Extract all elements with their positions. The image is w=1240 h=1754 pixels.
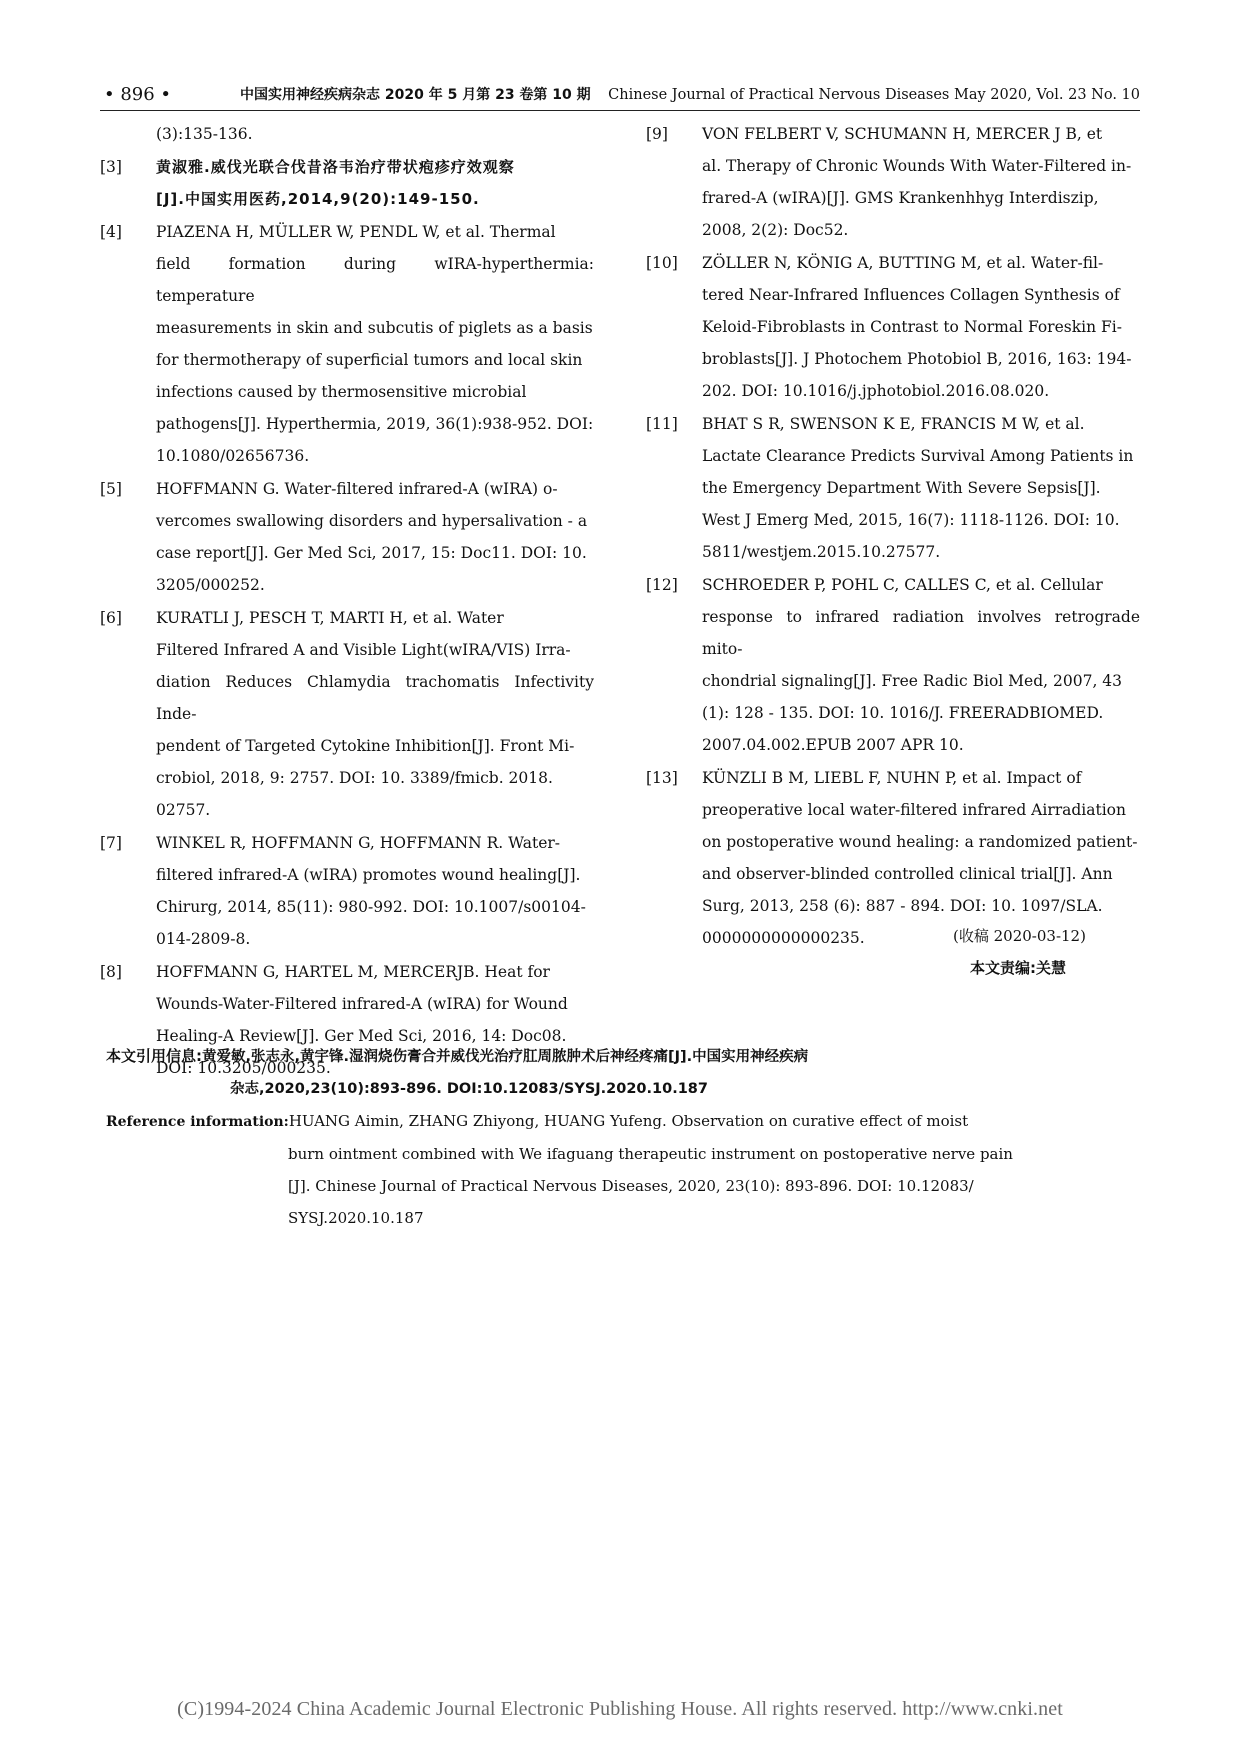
reference-item — [100, 827, 594, 955]
reference-line: 黄淑雅.威伐光联合伐昔洛韦治疗带状疱疹疗效观察 — [156, 158, 515, 176]
reference-number: [4] — [100, 223, 122, 241]
reference-line: KURATLI J, PESCH T, MARTI H, et al. Water — [156, 609, 504, 627]
reference-line: Wounds-Water-Filtered infrared-A (wIRA) for Wound — [156, 995, 568, 1013]
reference-number: [13] — [646, 769, 678, 787]
copyright-footer: (C)1994-2024 China Academic Journal Electronic Publishing House. All rights reserved. http://www.cnki.net — [177, 1698, 1063, 1720]
running-header — [100, 80, 1140, 111]
citation-en-line2: burn ointment combined with We ifaguang therapeutic instrument on postoperative nerve pain — [288, 1145, 1013, 1163]
reference-line: response to infrared radiation involves retrograde mito- — [702, 608, 1140, 658]
reference-line: 3205/000252. — [156, 576, 265, 594]
reference-line: crobiol, 2018, 9: 2757. DOI: 10. 3389/fmicb. 2018. — [156, 769, 553, 787]
reference-line: the Emergency Department With Severe Sepsis[J]. — [702, 479, 1101, 497]
reference-item — [100, 602, 594, 826]
citation-cn-line2: 杂志,2020,23(10):893-896. DOI:10.12083/SYSJ.2020.10.187 — [230, 1081, 708, 1097]
reference-line: frared-A (wIRA)[J]. GMS Krankenhhyg Interdiszip, — [702, 189, 1099, 207]
citation-block — [106, 1040, 1136, 1234]
reference-line: ZÖLLER N, KÖNIG A, BUTTING M, et al. Water-fil- — [702, 254, 1104, 272]
reference-line: DOI: 10.3205/000235. — [156, 1059, 331, 1077]
reference-line: Chirurg, 2014, 85(11): 980-992. DOI: 10.1007/s00104- — [156, 898, 586, 916]
reference-number: [3] — [100, 158, 122, 176]
responsible-editor: 本文责编:关慧 — [970, 959, 1066, 977]
reference-line: Filtered Infrared A and Visible Light(wIRA/VIS) Irra- — [156, 641, 571, 659]
reference-line: field formation during wIRA-hyperthermia: temperature — [156, 255, 594, 305]
reference-line: 202. DOI: 10.1016/j.jphotobiol.2016.08.020. — [702, 382, 1050, 400]
reference-number: [7] — [100, 834, 122, 852]
reference-line: 02757. — [156, 801, 211, 819]
citation-cn-line1: 本文引用信息:黄爱敏,张志永,黄宇锋.湿润烧伤膏合并威伐光治疗肛周脓肿术后神经疼痛[J].中国实用神经疾病 — [106, 1047, 809, 1065]
reference-line: al. Therapy of Chronic Wounds With Water-Filtered in- — [702, 157, 1132, 175]
citation-en-line1: Reference information:HUANG Aimin, ZHANG Zhiyong, HUANG Yufeng. Observation on curative effect of moist — [106, 1112, 969, 1130]
reference-line: 0000000000000235. — [702, 929, 865, 947]
reference-item — [100, 473, 594, 601]
citation-cn-label: 本文引用信息: — [106, 1047, 202, 1065]
reference-line: chondrial signaling[J]. Free Radic Biol Med, 2007, 43 — [702, 672, 1123, 690]
reference-line: Lactate Clearance Predicts Survival Among Patients in — [702, 447, 1134, 465]
reference-item — [646, 569, 1140, 761]
reference-item — [100, 151, 594, 215]
reference-continuation: (3):135-136. — [156, 125, 253, 143]
citation-en-line3: [J]. Chinese Journal of Practical Nervous Diseases, 2020, 23(10): 893-896. DOI: 10.12083/ — [288, 1177, 974, 1195]
reference-line: pendent of Targeted Cytokine Inhibition[J]. Front Mi- — [156, 737, 575, 755]
reference-line: HOFFMANN G, HARTEL M, MERCERJB. Heat for — [156, 963, 550, 981]
reference-line: broblasts[J]. J Photochem Photobiol B, 2016, 163: 194- — [702, 350, 1132, 368]
reference-line: 5811/westjem.2015.10.27577. — [702, 543, 941, 561]
reference-line: filtered infrared-A (wIRA) promotes wound healing[J]. — [156, 866, 581, 884]
reference-item — [646, 118, 1140, 246]
reference-line: KÜNZLI B M, LIEBL F, NUHN P, et al. Impact of — [702, 769, 1082, 787]
reference-item — [646, 247, 1140, 407]
reference-line: VON FELBERT V, SCHUMANN H, MERCER J B, et — [702, 125, 1103, 143]
reference-number: [9] — [646, 125, 668, 143]
reference-line: measurements in skin and subcutis of piglets as a basis — [156, 319, 593, 337]
reference-line: BHAT S R, SWENSON K E, FRANCIS M W, et al. — [702, 415, 1085, 433]
right-column — [646, 118, 1140, 955]
reference-item — [100, 216, 594, 472]
reference-number: [5] — [100, 480, 122, 498]
reference-line: PIAZENA H, MÜLLER W, PENDL W, et al. Thermal — [156, 223, 556, 241]
reference-number: [8] — [100, 963, 122, 981]
reference-line: preoperative local water-filtered infrared Airradiation — [702, 801, 1126, 819]
reference-line: 2007.04.002.EPUB 2007 APR 10. — [702, 736, 964, 754]
reference-line: tered Near-Infrared Influences Collagen Synthesis of — [702, 286, 1120, 304]
reference-line: pathogens[J]. Hyperthermia, 2019, 36(1):938-952. DOI: — [156, 415, 594, 433]
journal-title-cn: 中国实用神经疾病杂志 2020 年 5 月第 23 卷第 10 期 — [240, 87, 591, 103]
reference-line: infections caused by thermosensitive microbial — [156, 383, 527, 401]
page-number: • 896 • — [104, 84, 172, 105]
journal-title-en: Chinese Journal of Practical Nervous Diseases May 2020, Vol. 23 No. 10 — [608, 87, 1140, 103]
reference-line: (1): 128 - 135. DOI: 10. 1016/J. FREERADBIOMED. — [702, 704, 1104, 722]
reference-line: diation Reduces Chlamydia trachomatis Infectivity Inde- — [156, 673, 594, 723]
reference-line: SCHROEDER P, POHL C, CALLES C, et al. Cellular — [702, 576, 1103, 594]
reference-number: [10] — [646, 254, 678, 272]
reference-line: 014-2809-8. — [156, 930, 251, 948]
reference-line: on postoperative wound healing: a randomized patient- — [702, 833, 1138, 851]
left-column — [100, 118, 594, 1085]
received-date: (收稿 2020-03-12) — [953, 927, 1086, 945]
reference-line: West J Emerg Med, 2015, 16(7): 1118-1126. DOI: 10. — [702, 511, 1120, 529]
reference-line: and observer-blinded controlled clinical trial[J]. Ann — [702, 865, 1113, 883]
citation-en-label: Reference information: — [106, 1114, 289, 1130]
reference-line: for thermotherapy of superficial tumors and local skin — [156, 351, 583, 369]
reference-line: Keloid-Fibroblasts in Contrast to Normal Foreskin Fi- — [702, 318, 1122, 336]
reference-line: vercomes swallowing disorders and hypersalivation - a — [156, 512, 588, 530]
reference-line: WINKEL R, HOFFMANN G, HOFFMANN R. Water- — [156, 834, 561, 852]
reference-line: [J].中国实用医药,2014,9(20):149-150. — [156, 190, 480, 208]
reference-number: [12] — [646, 576, 678, 594]
reference-line: case report[J]. Ger Med Sci, 2017, 15: Doc11. DOI: 10. — [156, 544, 587, 562]
reference-number: [6] — [100, 609, 122, 627]
reference-line: Surg, 2013, 258 (6): 887 - 894. DOI: 10. 1097/SLA. — [702, 897, 1103, 915]
citation-en-line4: SYSJ.2020.10.187 — [288, 1209, 424, 1227]
reference-line: HOFFMANN G. Water-filtered infrared-A (wIRA) o- — [156, 480, 558, 498]
reference-number: [11] — [646, 415, 678, 433]
reference-item — [646, 408, 1140, 568]
reference-line: 2008, 2(2): Doc52. — [702, 221, 849, 239]
reference-line: Healing-A Review[J]. Ger Med Sci, 2016, 14: Doc08. — [156, 1027, 567, 1045]
reference-line: 10.1080/02656736. — [156, 447, 310, 465]
